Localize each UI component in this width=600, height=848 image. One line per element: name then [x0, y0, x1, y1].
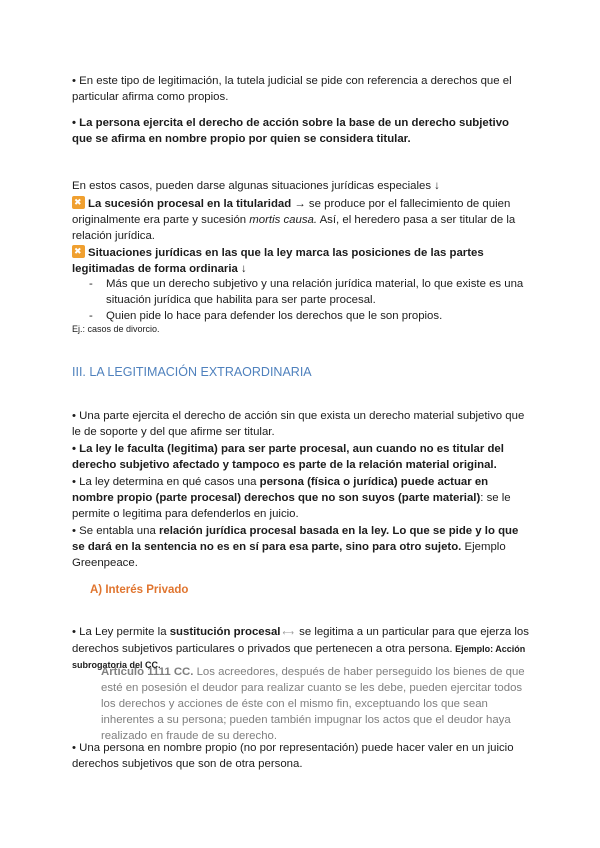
- paragraph-text: se legitima a un particular para que ejerza los derechos subjetivos particulares o privados que pertenecen a otra persona.: [72, 626, 529, 655]
- paragraph-text: • En este tipo de legitimación, la tutela judicial se pide con referencia a derechos que el particular afirma como propios.: [72, 75, 512, 103]
- bold-text: persona (física o jurídica) puede actuar en nombre propio (parte procesal) derechos que no son suyos (parte material): [72, 476, 489, 504]
- quote-title: Artículo 1111 CC.: [101, 666, 194, 678]
- paragraph-ley-determina: [72, 474, 532, 522]
- paragraph-text: En estos casos, pueden darse algunas situaciones jurídicas especiales ↓: [72, 180, 440, 192]
- paragraph-text: • La persona ejercita el derecho de acción sobre la base de un derecho subjetivo que se afirma en nombre propio por quien se considera titular.: [72, 117, 509, 145]
- shuffle-icon: [72, 245, 85, 258]
- paragraph-text: → se produce por el fallecimiento de quien originalmente era parte y sucesión: [72, 198, 511, 226]
- example-text: Ej.: casos de divorcio.: [72, 324, 160, 334]
- paragraph-legitimacion-tutela: [72, 73, 532, 105]
- shuffle-icon: [72, 196, 85, 209]
- article-quote: [101, 664, 531, 744]
- paragraph-parte-ejercita: [72, 408, 532, 440]
- section-title: [72, 364, 532, 380]
- italic-text: mortis causa.: [249, 214, 318, 226]
- paragraph-ley-faculta: [72, 441, 532, 473]
- paragraph-text: Ejemplo Greenpeace.: [72, 541, 506, 569]
- paragraph-relacion-juridica: [72, 523, 532, 571]
- link-icon: ⟷: [282, 628, 294, 637]
- paragraph-situaciones-juridicas: [72, 245, 532, 277]
- bold-text: La sucesión procesal en la titularidad: [88, 198, 292, 210]
- subsection-title-text: A) Interés Privado: [90, 584, 189, 596]
- sub-list-container: [72, 276, 532, 324]
- paragraph-sucesion-procesal: [72, 196, 532, 244]
- example-note: [72, 321, 532, 337]
- paragraph-situaciones-especiales: [72, 178, 532, 194]
- paragraph-derecho-accion: [72, 115, 532, 147]
- paragraph-text: : se le permite o legitima para defenderlos en juicio.: [72, 492, 511, 520]
- paragraph-text: • Una persona en nombre propio (no por representación) puede hacer valer en un juicio derechos subjetivos que son de otra persona.: [72, 742, 514, 770]
- small-note-text: Ejemplo: Acción subrogatoria del CC.: [72, 644, 526, 670]
- section-title-text: III. LA LEGITIMACIÓN EXTRAORDINARIA: [72, 365, 312, 379]
- paragraph-nombre-propio: [72, 740, 532, 772]
- arrow-text: ↓: [237, 263, 247, 275]
- paragraph-text: • La ley le faculta (legitima) para ser parte procesal, aun cuando no es titular del derecho subjetivo afectado y tampoco es parte de la relación material original.: [72, 443, 504, 471]
- list-item: - Más que un derecho subjetivo y una relación jurídica material, lo que existe es una situación jurídica que habilita para ser parte procesal.: [72, 276, 532, 308]
- sub-list: [72, 276, 532, 324]
- paragraph-text: • La ley determina en qué casos una: [72, 476, 260, 488]
- quote-text: Los acreedores, después de haber perseguido los bienes de que esté en posesión el deudor para realizar cuanto se les debe, pueden ejercitar todos los derechos y acciones de éste con el mismo fin, exceptuando los que sean inherentes a su persona; pueden también impugnar los actos que el deudor haya realizado en fraude de su derecho.: [101, 666, 525, 742]
- bold-text: Situaciones jurídicas en las que la ley marca las posiciones de las partes legitimadas de forma ordinaria: [72, 247, 484, 275]
- bold-text: relación jurídica procesal basada en la ley. Lo que se pide y lo que se dará en la sentencia no es en sí para esa parte, sino para otro sujeto.: [72, 525, 519, 553]
- paragraph-text: Así, el heredero pasa a ser titular de la relación jurídica.: [72, 214, 516, 242]
- paragraph-text: • Se entabla una: [72, 525, 159, 537]
- paragraph-text: • Una parte ejercita el derecho de acción sin que exista un derecho material subjetivo que le de soporte y del que afirme ser titular.: [72, 410, 525, 438]
- bold-text: sustitución procesal: [169, 626, 281, 638]
- paragraph-text: • La Ley permite la: [72, 626, 170, 638]
- list-item: - Quien pide lo hace para defender los derechos que le son propios.: [72, 308, 532, 324]
- subsection-title: [90, 582, 550, 598]
